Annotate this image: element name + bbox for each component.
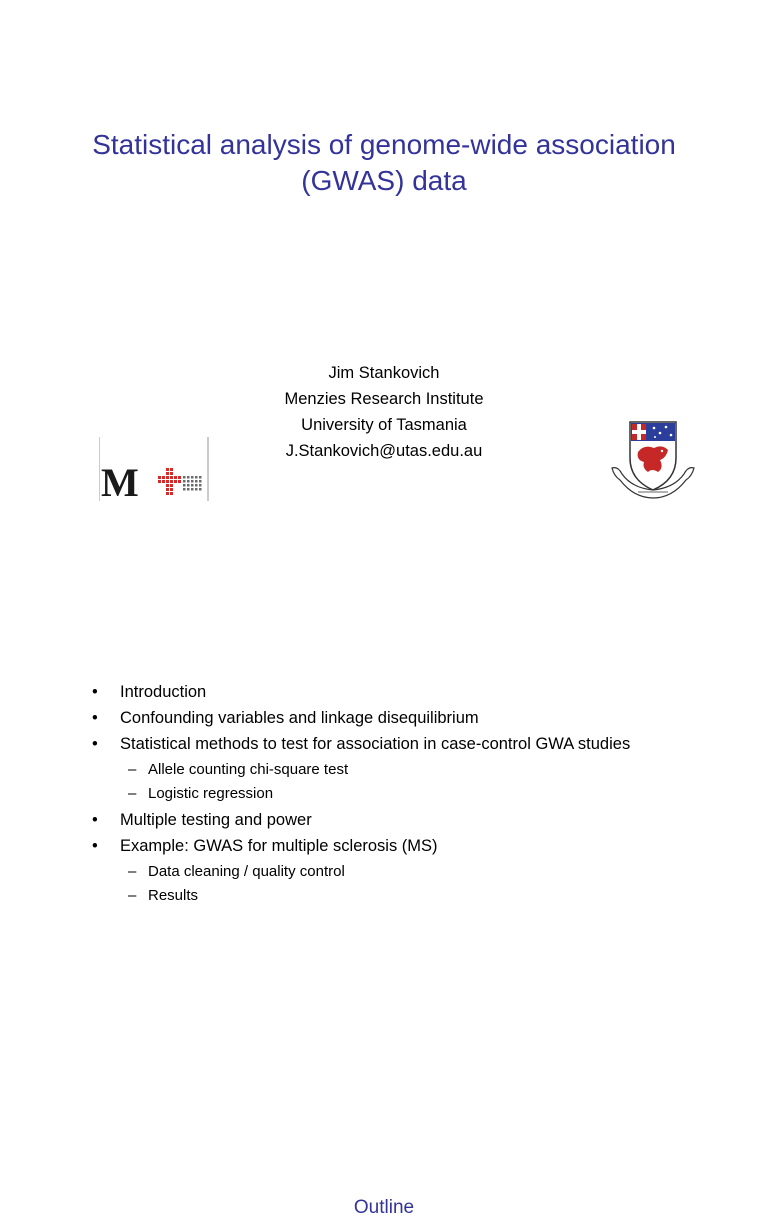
list-item [92,808,692,832]
author-university: University of Tasmania [301,416,467,434]
svg-text:M: M [101,460,139,503]
slide-title [40,127,728,199]
list-item [92,834,692,908]
list-item [92,732,692,806]
bullet-icon: • [92,709,98,727]
menzies-logo-icon [99,435,211,503]
dash-icon: – [128,785,137,802]
list-item-text: Confounding variables and linkage disequilibrium [120,709,479,727]
list-item [92,680,692,704]
sub-list-item [120,782,692,806]
title-slide [0,0,768,580]
bullet-icon: • [92,837,98,855]
dash-icon: – [128,887,137,904]
list-item-text: Introduction [120,683,207,701]
bullet-icon: • [92,811,98,829]
bullet-icon: • [92,735,98,753]
list-item-text: Multiple testing and power [120,811,312,829]
sub-list-item [120,884,692,908]
sub-list [120,860,692,908]
sub-list-item-text: Data cleaning / quality control [148,863,345,880]
outline-heading: Outline [353,1197,415,1218]
sub-list-item-text: Results [148,887,199,904]
outline-list [92,680,692,910]
bullet-icon: • [92,683,98,701]
list-item-text: Statistical methods to test for association in case-control GWA studies [120,735,631,753]
slide-title-line-2: (GWAS) data [301,164,467,196]
sub-list-item-text: Logistic regression [148,785,274,802]
list-item [92,706,692,730]
author-institute: Menzies Research Institute [284,390,484,408]
dash-icon: – [128,863,137,880]
author-email: J.Stankovich@utas.edu.au [285,442,483,460]
sub-list-item [120,758,692,782]
author-block [234,360,534,464]
list-item-text: Example: GWAS for multiple sclerosis (MS) [120,837,438,855]
slide-title-line-1: Statistical analysis of genome-wide association [92,128,676,160]
author-name: Jim Stankovich [328,364,440,382]
sub-list-item-text: Allele counting chi-square test [148,761,349,778]
sub-list [120,758,692,806]
utas-crest-icon [608,418,698,502]
dash-icon: – [128,761,137,778]
sub-list-item [120,860,692,884]
